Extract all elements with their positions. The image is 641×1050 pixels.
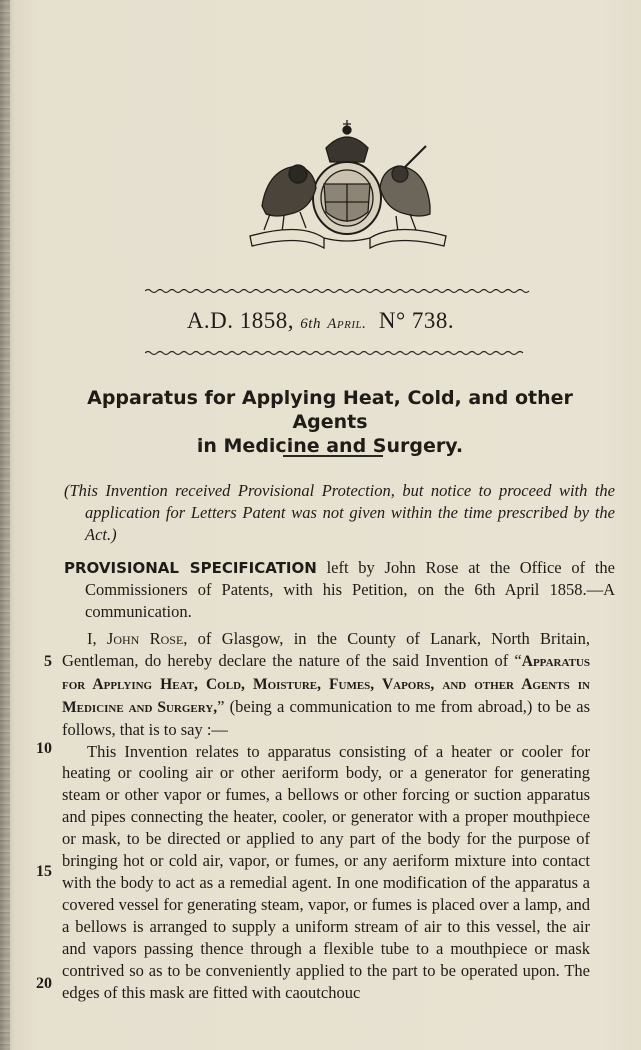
line-number-5: 5 — [44, 653, 52, 670]
year-label: A.D. 1858, — [186, 308, 295, 333]
spec-heading: PROVISIONAL SPECIFICATION — [64, 559, 317, 577]
specification-body — [62, 628, 590, 1003]
patent-number: N° 738. — [378, 308, 455, 333]
ornamental-rule-bottom — [145, 350, 525, 356]
title-line-1: Apparatus for Applying Heat, Cold, and other Agents — [87, 387, 573, 433]
p1-end: ” (being a communication to me from abroad,) to be as follows, that is to say :— — [62, 696, 591, 739]
line-number-15: 15 — [36, 863, 52, 880]
title-line-2: in Medicine and Surgery. — [196, 435, 464, 457]
royal-coat-of-arms-icon — [240, 118, 455, 253]
month-label: April. — [327, 316, 367, 332]
day-label: 6th — [300, 316, 321, 332]
p1-start: I, — [87, 629, 107, 648]
line-number-10: 10 — [36, 740, 52, 757]
spec-text: left by John Rose at the Office of the Commissioners of Patents, with his Petition, on the 6th April 1858.—A communication. — [85, 558, 615, 621]
provisional-note: (This Invention received Provisional Protection, but notice to proceed with the application for Letters Patent was not given within the time prescribed by the Act.) — [64, 481, 615, 544]
page-binding-edge — [0, 0, 10, 1050]
inventor-name: John Rose — [106, 629, 184, 648]
patent-date-number — [0, 308, 641, 334]
paragraph-2: This Invention relates to apparatus consisting of a heater or cooler for heating or cooling air or other aeriform body, or a generator for generating steam or other vapor or fumes, a bellows or other forcing or suction apparatus and pipes connecting the heater, cooler, or generator with a proper mouthpiece or mask, to be directed or applied to any part of the body for the purpose of bringing hot or cold air, vapor, or fumes, or any aeriform mixture into contact with the body to act as a remedial agent. In one modification of the apparatus a covered vessel for generating steam, vapor, or fumes is placed over a lamp, and a bellows is arranged to supply a uniform stream of air to this vessel, the air and vapors passing thence through a flexible tube to a mouthpiece or mask contrived so as to be conveniently applied to the part to be operated upon. The edges of this mask are fitted with caoutchouc — [62, 741, 590, 1002]
p1-mid: , of Glasgow, in the County of Lanark, North Britain, Gentleman, do hereby declare the nature of the said Invention of “ — [62, 629, 590, 670]
patent-title — [60, 386, 600, 458]
provisional-specification — [64, 557, 615, 623]
ornamental-rule-top — [145, 288, 530, 294]
title-divider — [283, 455, 383, 457]
line-number-20: 20 — [36, 975, 52, 992]
invention-title: Apparatus for Applying Heat, Cold, Moisture, Fumes, Vapors, and other Agents in Medicine and Surgery, — [62, 652, 590, 716]
paragraph-1 — [62, 628, 590, 741]
